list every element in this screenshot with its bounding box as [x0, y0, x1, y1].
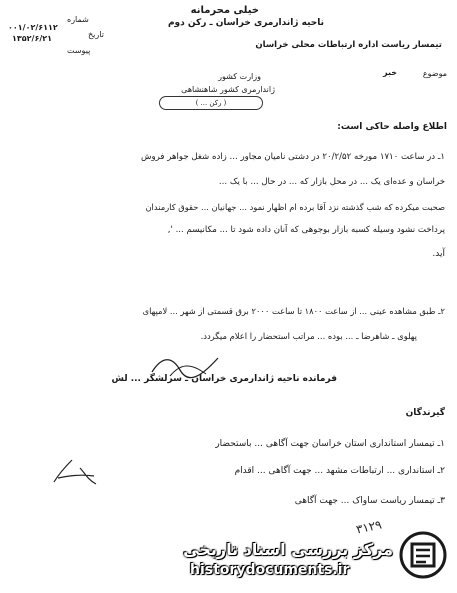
paragraph-2-line-2: پهلوی ـ شاهرضا ـ ... بوده ... مراتب استحضار را اعلام میگردد.: [200, 331, 417, 341]
classification-title: خیلی محرمانه: [190, 5, 259, 16]
date-label: تاریخ: [88, 30, 104, 39]
org-line-2: تیمسار ریاست اداره ارتباطات محلی خراسان: [255, 40, 442, 50]
paragraph-1-line-4: پرداخت نشود وسیله کسبه بازار بوجوهی که آنان داده شود تا ... مکانیسم ... ',: [167, 225, 445, 235]
paragraph-2-line-1: ۲ـ طبق مشاهده عینی ... از ساعت ۱۸۰۰ تا ساعت ۲۰۰۰ برق قسمتی از شهر ... لامپهای: [142, 306, 445, 316]
signature-line: فرمانده ناحیه ژاندارمری خراسان ـ سرلشگر ... لش: [111, 374, 337, 384]
signature-mark-icon: [150, 352, 220, 380]
gendarmerie-line: ژاندارمری کشور شاهنشاهی: [181, 85, 275, 94]
paragraph-1-line-2: خراسان و عده‌ای یک ... در محل بازار که ... در حال ... با یک ...: [218, 177, 445, 187]
office-stamp: ( رکن ... ): [159, 96, 263, 110]
recipient-item: ۲ـ استانداری ... ارتباطات مشهد ... جهت آگاهی ... اقدام: [234, 466, 445, 476]
watermark-url: historydocuments.ir: [190, 562, 350, 578]
ministry-line: وزارت کشور: [218, 72, 261, 81]
recipients-heading: گیرندگان: [405, 408, 445, 418]
paragraph-1-line-1: ۱ـ در ساعت ۱۷۱۰ مورخه ۲۰/۲/۵۲ در دشتی نامیان مجاور ... زاده شغل جواهر فروش: [141, 152, 445, 162]
number-value: ۰۰۱/۰۲/۶۱۱۲: [8, 23, 58, 32]
attachment-label: پیوست: [67, 46, 91, 55]
date-value: ۱۳۵۲/۶/۲۱: [12, 34, 53, 43]
watermark-title: مرکز بررسی اسناد تاریخی: [183, 540, 393, 559]
intro-line: اطلاع واصله حاکی است:: [337, 122, 447, 132]
org-line-1: ناحیه ژاندارمری خراسان ـ رکن دوم: [167, 18, 324, 28]
subject-label: موضوع: [422, 69, 447, 78]
recipient-item: ۱ـ تیمسار استانداری استان خراسان جهت آگاهی ... باستحضار: [215, 439, 445, 449]
handwritten-initials-icon: [50, 454, 100, 489]
subject-value: خبر: [382, 68, 397, 77]
number-label: شماره: [67, 15, 89, 24]
recipient-item: ۳ـ تیمسار ریاست ساواک ... جهت آگاهی: [294, 496, 445, 506]
paragraph-1-line-5: آید.: [432, 249, 445, 259]
archive-logo-icon: [398, 530, 448, 580]
paragraph-1-line-3: صحبت میکرده که شب گذشته نزد آقا برده ام اظهار نمود ... جهانیان ... حقوق کارمندان: [145, 202, 445, 212]
handwritten-archive-number: ۳۱۲۹: [354, 517, 383, 537]
